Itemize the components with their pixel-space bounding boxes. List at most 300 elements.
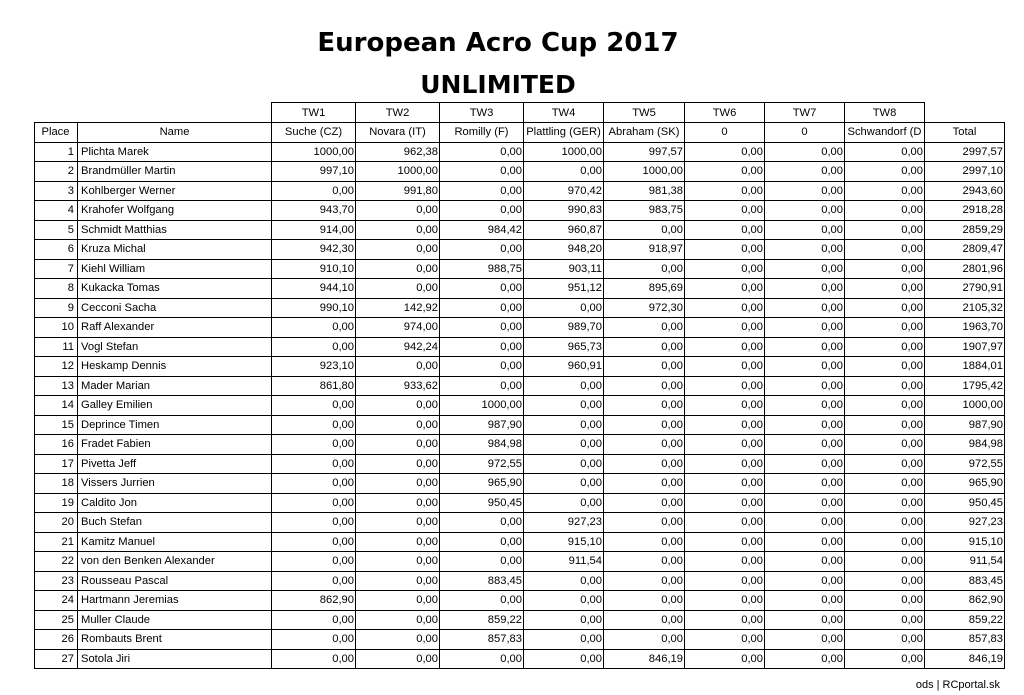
score-cell: 0,00 [845, 279, 925, 299]
total-cell: 984,98 [925, 435, 1005, 455]
table-row [35, 493, 1005, 513]
score-cell: 0,00 [272, 435, 356, 455]
total-cell: 1884,01 [925, 357, 1005, 377]
score-cell: 0,00 [524, 162, 604, 182]
score-cell: 0,00 [765, 435, 845, 455]
score-cell: 0,00 [765, 240, 845, 260]
score-cell: 0,00 [440, 357, 524, 377]
score-cell: 0,00 [765, 181, 845, 201]
score-cell: 0,00 [440, 337, 524, 357]
score-cell: 0,00 [845, 337, 925, 357]
score-cell: 0,00 [685, 142, 765, 162]
place-cell: 2 [35, 162, 78, 182]
place-cell: 10 [35, 318, 78, 338]
score-cell: 997,10 [272, 162, 356, 182]
table-row [35, 337, 1005, 357]
score-cell: 0,00 [604, 571, 685, 591]
round-label: TW2 [356, 103, 440, 123]
score-cell: 0,00 [604, 318, 685, 338]
score-cell: 997,57 [604, 142, 685, 162]
total-cell: 965,90 [925, 474, 1005, 494]
total-cell: 2790,91 [925, 279, 1005, 299]
table-row [35, 649, 1005, 669]
round-label: TW4 [524, 103, 604, 123]
score-cell: 0,00 [845, 298, 925, 318]
table-row [35, 376, 1005, 396]
score-cell: 942,24 [356, 337, 440, 357]
score-cell: 0,00 [604, 220, 685, 240]
round-label: TW3 [440, 103, 524, 123]
pilot-name-cell: Pivetta Jeff [78, 454, 272, 474]
column-header-location: Novara (IT) [356, 123, 440, 143]
score-cell: 0,00 [685, 298, 765, 318]
score-cell: 0,00 [845, 532, 925, 552]
score-cell: 0,00 [604, 415, 685, 435]
total-cell: 2997,57 [925, 142, 1005, 162]
score-cell: 0,00 [765, 610, 845, 630]
place-cell: 3 [35, 181, 78, 201]
score-cell: 0,00 [685, 220, 765, 240]
score-cell: 0,00 [685, 279, 765, 299]
column-header-location: Plattling (GER) [524, 123, 604, 143]
score-cell: 0,00 [440, 318, 524, 338]
table-row [35, 571, 1005, 591]
round-label: TW6 [685, 103, 765, 123]
score-cell: 0,00 [604, 454, 685, 474]
score-cell: 0,00 [765, 415, 845, 435]
pilot-name-cell: Raff Alexander [78, 318, 272, 338]
score-cell: 0,00 [845, 552, 925, 572]
total-cell: 2801,96 [925, 259, 1005, 279]
pilot-name-cell: Muller Claude [78, 610, 272, 630]
score-cell: 0,00 [524, 630, 604, 650]
pilot-name-cell: Mader Marian [78, 376, 272, 396]
round-label: TW7 [765, 103, 845, 123]
score-cell: 0,00 [685, 318, 765, 338]
score-cell: 0,00 [685, 630, 765, 650]
pilot-name-cell: Kiehl William [78, 259, 272, 279]
pilot-name-cell: Buch Stefan [78, 513, 272, 533]
score-cell: 0,00 [685, 396, 765, 416]
score-cell: 0,00 [440, 513, 524, 533]
pilot-name-cell: Fradet Fabien [78, 435, 272, 455]
score-cell: 0,00 [685, 493, 765, 513]
pilot-name-cell: Deprince Timen [78, 415, 272, 435]
score-cell: 0,00 [845, 376, 925, 396]
place-cell: 8 [35, 279, 78, 299]
total-cell: 883,45 [925, 571, 1005, 591]
score-cell: 0,00 [356, 532, 440, 552]
score-cell: 0,00 [524, 591, 604, 611]
score-cell: 951,12 [524, 279, 604, 299]
round-label: TW1 [272, 103, 356, 123]
score-cell: 942,30 [272, 240, 356, 260]
table-row [35, 318, 1005, 338]
total-cell: 1963,70 [925, 318, 1005, 338]
score-cell: 0,00 [272, 181, 356, 201]
score-cell: 0,00 [765, 571, 845, 591]
total-cell: 950,45 [925, 493, 1005, 513]
score-cell: 0,00 [356, 259, 440, 279]
score-cell: 0,00 [272, 493, 356, 513]
pilot-name-cell: Vissers Jurrien [78, 474, 272, 494]
score-cell: 965,73 [524, 337, 604, 357]
score-cell: 0,00 [440, 552, 524, 572]
score-cell: 0,00 [524, 571, 604, 591]
score-cell: 0,00 [685, 610, 765, 630]
score-cell: 0,00 [356, 279, 440, 299]
score-cell: 0,00 [604, 591, 685, 611]
score-cell: 0,00 [272, 649, 356, 669]
score-cell: 0,00 [524, 610, 604, 630]
place-cell: 12 [35, 357, 78, 377]
score-cell: 911,54 [524, 552, 604, 572]
place-cell: 18 [35, 474, 78, 494]
score-cell: 923,10 [272, 357, 356, 377]
score-cell: 857,83 [440, 630, 524, 650]
pilot-name-cell: Heskamp Dennis [78, 357, 272, 377]
score-cell: 910,10 [272, 259, 356, 279]
score-cell: 903,11 [524, 259, 604, 279]
score-cell: 1000,00 [356, 162, 440, 182]
score-cell: 0,00 [765, 630, 845, 650]
column-header-row [35, 123, 1005, 143]
score-cell: 0,00 [845, 415, 925, 435]
score-cell: 0,00 [604, 552, 685, 572]
table-row [35, 474, 1005, 494]
score-cell: 918,97 [604, 240, 685, 260]
score-cell: 914,00 [272, 220, 356, 240]
place-cell: 6 [35, 240, 78, 260]
score-cell: 927,23 [524, 513, 604, 533]
score-cell: 0,00 [356, 513, 440, 533]
score-cell: 0,00 [765, 201, 845, 221]
place-cell: 5 [35, 220, 78, 240]
score-cell: 0,00 [845, 201, 925, 221]
score-cell: 0,00 [845, 357, 925, 377]
score-cell: 0,00 [604, 259, 685, 279]
score-cell: 0,00 [604, 532, 685, 552]
footer-credit: ods | RCportal.sk [915, 679, 1000, 691]
score-cell: 0,00 [845, 259, 925, 279]
score-cell: 0,00 [765, 220, 845, 240]
score-cell: 991,80 [356, 181, 440, 201]
score-cell: 0,00 [604, 357, 685, 377]
total-cell: 915,10 [925, 532, 1005, 552]
score-cell: 981,38 [604, 181, 685, 201]
score-cell: 0,00 [845, 649, 925, 669]
score-cell: 0,00 [685, 591, 765, 611]
score-cell: 0,00 [845, 162, 925, 182]
score-cell: 0,00 [685, 513, 765, 533]
table-row [35, 220, 1005, 240]
score-cell: 0,00 [440, 201, 524, 221]
score-cell: 1000,00 [604, 162, 685, 182]
column-header-place: Place [35, 123, 78, 143]
score-cell: 0,00 [685, 376, 765, 396]
pilot-name-cell: Sotola Jiri [78, 649, 272, 669]
score-cell: 0,00 [440, 240, 524, 260]
score-cell: 0,00 [272, 318, 356, 338]
pilot-name-cell: Krahofer Wolfgang [78, 201, 272, 221]
total-cell: 2918,28 [925, 201, 1005, 221]
score-cell: 0,00 [356, 571, 440, 591]
place-cell: 23 [35, 571, 78, 591]
score-cell: 974,00 [356, 318, 440, 338]
score-cell: 0,00 [604, 396, 685, 416]
score-cell: 0,00 [604, 513, 685, 533]
score-cell: 862,90 [272, 591, 356, 611]
score-cell: 0,00 [685, 240, 765, 260]
score-cell: 972,55 [440, 454, 524, 474]
results-table-body [35, 103, 1005, 669]
table-row [35, 259, 1005, 279]
column-header-location: Suche (CZ) [272, 123, 356, 143]
score-cell: 1000,00 [272, 142, 356, 162]
header-spacer [78, 103, 272, 123]
score-cell: 0,00 [685, 532, 765, 552]
score-cell: 0,00 [765, 357, 845, 377]
score-cell: 943,70 [272, 201, 356, 221]
score-cell: 0,00 [765, 279, 845, 299]
score-cell: 0,00 [272, 532, 356, 552]
score-cell: 0,00 [685, 552, 765, 572]
score-cell: 0,00 [272, 337, 356, 357]
score-cell: 984,42 [440, 220, 524, 240]
results-table [34, 102, 1005, 669]
score-cell: 0,00 [765, 454, 845, 474]
score-cell: 0,00 [440, 162, 524, 182]
score-cell: 0,00 [356, 240, 440, 260]
score-cell: 962,38 [356, 142, 440, 162]
score-cell: 984,98 [440, 435, 524, 455]
score-cell: 0,00 [356, 357, 440, 377]
score-cell: 859,22 [440, 610, 524, 630]
score-cell: 0,00 [356, 396, 440, 416]
score-cell: 0,00 [524, 376, 604, 396]
column-header-name: Name [78, 123, 272, 143]
score-cell: 0,00 [845, 493, 925, 513]
score-cell: 895,69 [604, 279, 685, 299]
score-cell: 960,87 [524, 220, 604, 240]
total-cell: 1795,42 [925, 376, 1005, 396]
place-cell: 9 [35, 298, 78, 318]
score-cell: 0,00 [845, 630, 925, 650]
score-cell: 0,00 [604, 435, 685, 455]
score-cell: 846,19 [604, 649, 685, 669]
score-cell: 0,00 [272, 610, 356, 630]
table-row [35, 435, 1005, 455]
column-header-location: Schwandorf (D [845, 123, 925, 143]
page-title: European Acro Cup 2017 [317, 28, 679, 58]
score-cell: 0,00 [356, 474, 440, 494]
score-cell: 0,00 [272, 415, 356, 435]
table-row [35, 610, 1005, 630]
score-cell: 0,00 [765, 649, 845, 669]
score-cell: 0,00 [440, 279, 524, 299]
table-row [35, 454, 1005, 474]
score-cell: 861,80 [272, 376, 356, 396]
score-cell: 0,00 [356, 415, 440, 435]
score-cell: 0,00 [272, 513, 356, 533]
score-cell: 0,00 [440, 591, 524, 611]
table-row [35, 357, 1005, 377]
score-cell: 0,00 [524, 415, 604, 435]
score-cell: 0,00 [272, 571, 356, 591]
score-cell: 0,00 [685, 474, 765, 494]
score-cell: 0,00 [685, 181, 765, 201]
score-cell: 0,00 [272, 630, 356, 650]
score-cell: 0,00 [440, 181, 524, 201]
score-cell: 0,00 [765, 337, 845, 357]
total-cell: 927,23 [925, 513, 1005, 533]
score-cell: 0,00 [845, 240, 925, 260]
pilot-name-cell: von den Benken Alexander [78, 552, 272, 572]
place-cell: 14 [35, 396, 78, 416]
score-cell: 988,75 [440, 259, 524, 279]
table-row [35, 162, 1005, 182]
column-header-location: 0 [765, 123, 845, 143]
score-cell: 1000,00 [440, 396, 524, 416]
score-cell: 0,00 [272, 474, 356, 494]
score-cell: 0,00 [356, 220, 440, 240]
score-cell: 0,00 [440, 376, 524, 396]
score-cell: 989,70 [524, 318, 604, 338]
score-cell: 0,00 [604, 474, 685, 494]
place-cell: 15 [35, 415, 78, 435]
score-cell: 944,10 [272, 279, 356, 299]
total-cell: 857,83 [925, 630, 1005, 650]
score-cell: 0,00 [524, 649, 604, 669]
header-spacer [925, 103, 1005, 123]
round-label: TW8 [845, 103, 925, 123]
total-cell: 2809,47 [925, 240, 1005, 260]
score-cell: 983,75 [604, 201, 685, 221]
pilot-name-cell: Kukacka Tomas [78, 279, 272, 299]
score-cell: 948,20 [524, 240, 604, 260]
place-cell: 22 [35, 552, 78, 572]
score-cell: 0,00 [765, 552, 845, 572]
place-cell: 4 [35, 201, 78, 221]
total-cell: 2943,60 [925, 181, 1005, 201]
score-cell: 0,00 [845, 610, 925, 630]
score-cell: 0,00 [356, 630, 440, 650]
score-cell: 0,00 [604, 630, 685, 650]
score-cell: 0,00 [604, 337, 685, 357]
score-cell: 0,00 [765, 474, 845, 494]
column-header-location: Romilly (F) [440, 123, 524, 143]
pilot-name-cell: Caldito Jon [78, 493, 272, 513]
score-cell: 0,00 [685, 649, 765, 669]
score-cell: 0,00 [765, 259, 845, 279]
score-cell: 987,90 [440, 415, 524, 435]
score-cell: 0,00 [765, 396, 845, 416]
score-cell: 0,00 [524, 435, 604, 455]
score-cell: 0,00 [524, 298, 604, 318]
score-cell: 0,00 [356, 610, 440, 630]
score-cell: 950,45 [440, 493, 524, 513]
score-cell: 0,00 [685, 259, 765, 279]
score-cell: 0,00 [685, 201, 765, 221]
place-cell: 17 [35, 454, 78, 474]
score-cell: 0,00 [685, 415, 765, 435]
place-cell: 20 [35, 513, 78, 533]
score-cell: 0,00 [440, 142, 524, 162]
place-cell: 1 [35, 142, 78, 162]
column-header-location: Abraham (SK) [604, 123, 685, 143]
total-cell: 2859,29 [925, 220, 1005, 240]
score-cell: 933,62 [356, 376, 440, 396]
place-cell: 26 [35, 630, 78, 650]
page-subtitle: UNLIMITED [420, 70, 576, 99]
score-cell: 0,00 [765, 532, 845, 552]
score-cell: 0,00 [765, 376, 845, 396]
score-cell: 0,00 [272, 552, 356, 572]
score-cell: 0,00 [845, 396, 925, 416]
table-row [35, 396, 1005, 416]
score-cell: 0,00 [604, 376, 685, 396]
total-cell: 1000,00 [925, 396, 1005, 416]
pilot-name-cell: Schmidt Matthias [78, 220, 272, 240]
round-label: TW5 [604, 103, 685, 123]
score-cell: 0,00 [685, 571, 765, 591]
table-row [35, 591, 1005, 611]
score-cell: 0,00 [524, 493, 604, 513]
pilot-name-cell: Plichta Marek [78, 142, 272, 162]
score-cell: 0,00 [845, 181, 925, 201]
score-cell: 0,00 [524, 474, 604, 494]
header-spacer [35, 103, 78, 123]
score-cell: 970,42 [524, 181, 604, 201]
score-cell: 0,00 [845, 591, 925, 611]
total-cell: 1907,97 [925, 337, 1005, 357]
total-cell: 987,90 [925, 415, 1005, 435]
score-cell: 0,00 [356, 493, 440, 513]
total-cell: 2105,32 [925, 298, 1005, 318]
total-cell: 911,54 [925, 552, 1005, 572]
score-cell: 0,00 [356, 591, 440, 611]
place-cell: 25 [35, 610, 78, 630]
score-cell: 0,00 [765, 162, 845, 182]
place-cell: 19 [35, 493, 78, 513]
pilot-name-cell: Hartmann Jeremias [78, 591, 272, 611]
table-row [35, 630, 1005, 650]
score-cell: 0,00 [685, 357, 765, 377]
pilot-name-cell: Kamitz Manuel [78, 532, 272, 552]
score-cell: 0,00 [685, 162, 765, 182]
total-cell: 846,19 [925, 649, 1005, 669]
pilot-name-cell: Cecconi Sacha [78, 298, 272, 318]
score-cell: 0,00 [765, 298, 845, 318]
total-cell: 972,55 [925, 454, 1005, 474]
score-cell: 0,00 [524, 396, 604, 416]
table-row [35, 201, 1005, 221]
score-cell: 0,00 [604, 493, 685, 513]
pilot-name-cell: Kohlberger Werner [78, 181, 272, 201]
score-cell: 0,00 [440, 532, 524, 552]
score-cell: 0,00 [845, 571, 925, 591]
score-cell: 0,00 [272, 396, 356, 416]
place-cell: 24 [35, 591, 78, 611]
score-cell: 0,00 [845, 474, 925, 494]
place-cell: 11 [35, 337, 78, 357]
score-cell: 0,00 [845, 220, 925, 240]
score-cell: 0,00 [765, 513, 845, 533]
score-cell: 0,00 [440, 298, 524, 318]
table-row [35, 415, 1005, 435]
score-cell: 965,90 [440, 474, 524, 494]
place-cell: 13 [35, 376, 78, 396]
